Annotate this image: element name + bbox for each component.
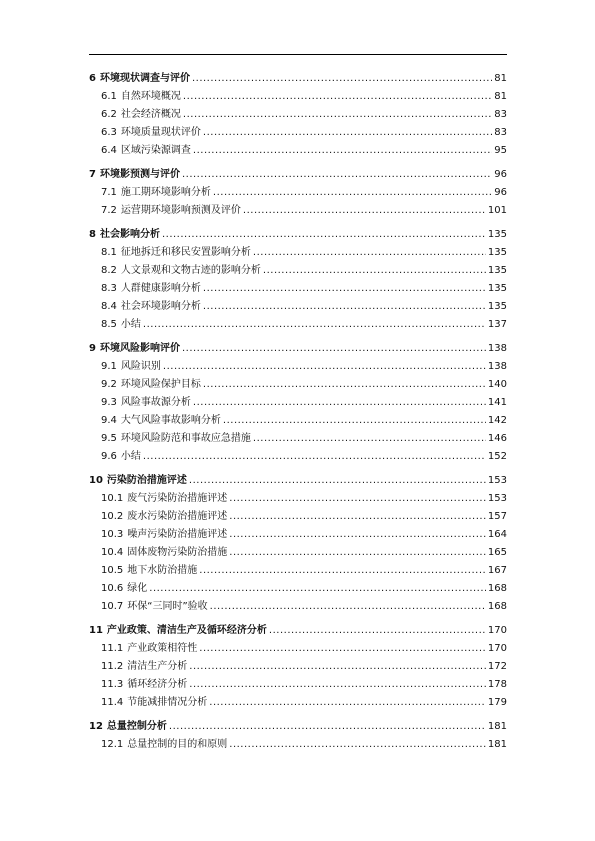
toc-entry-title: 环境现状调查与评价 [99, 73, 190, 84]
toc-entry-number: 10.1 [101, 493, 124, 504]
toc-entry-title: 征地拆迁和移民安置影响分析 [120, 247, 251, 258]
toc-section-entry[interactable] [89, 640, 507, 658]
toc-entry-number: 12.1 [101, 739, 124, 750]
toc-section-entry[interactable] [89, 562, 507, 580]
toc-entry-page-number: 101 [487, 205, 507, 216]
toc-section-entry[interactable] [89, 580, 507, 598]
toc-dot-leader [169, 718, 486, 736]
toc-entry-title: 人文景观和文物古迹的影响分析 [120, 265, 261, 276]
toc-dot-leader [229, 508, 486, 526]
toc-entry-title: 运营期环境影响预测及评价 [120, 205, 241, 216]
toc-chapter-entry[interactable] [89, 226, 507, 244]
toc-chapter-entry[interactable] [89, 472, 507, 490]
toc-entry-number: 6 [89, 73, 96, 84]
toc-section-entry[interactable] [89, 598, 507, 616]
toc-entry-number: 10.5 [101, 565, 124, 576]
header-rule [89, 54, 507, 55]
toc-section-entry[interactable] [89, 202, 507, 220]
toc-entry-title: 环保“三同时”验收 [127, 601, 208, 612]
toc-dot-leader [253, 244, 486, 262]
toc-entry-title: 噪声污染防治措施评述 [127, 529, 228, 540]
toc-entry-number: 11.4 [101, 697, 124, 708]
toc-entry-title: 施工期环境影响分析 [120, 187, 211, 198]
toc-entry-page-number: 135 [487, 301, 507, 312]
toc-dot-leader [253, 430, 486, 448]
toc-section-entry[interactable] [89, 430, 507, 448]
toc-chapter-entry[interactable] [89, 718, 507, 736]
toc-dot-leader [213, 184, 492, 202]
toc-entry-number: 9.6 [101, 451, 117, 462]
toc-entry-number: 10.4 [101, 547, 124, 558]
toc-entry-title: 人群健康影响分析 [120, 283, 201, 294]
toc-entry-page-number: 170 [487, 625, 507, 636]
toc-entry-page-number: 135 [487, 229, 507, 240]
toc-entry-page-number: 83 [494, 109, 507, 120]
toc-entry-title: 社会影响分析 [99, 229, 160, 240]
toc-entry-title: 地下水防治措施 [127, 565, 198, 576]
toc-dot-leader [229, 544, 486, 562]
toc-entry-number: 10.3 [101, 529, 124, 540]
toc-entry-number: 10.2 [101, 511, 124, 522]
toc-entry-number: 8.2 [101, 265, 117, 276]
toc-entry-page-number: 167 [487, 565, 507, 576]
toc-entry-page-number: 165 [487, 547, 507, 558]
toc-dot-leader [189, 676, 486, 694]
toc-entry-number: 6.2 [101, 109, 117, 120]
toc-entry-number: 8 [89, 229, 96, 240]
toc-dot-leader [143, 448, 486, 466]
toc-dot-leader [189, 658, 486, 676]
toc-entry-page-number: 157 [487, 511, 507, 522]
toc-entry-number: 6.4 [101, 145, 117, 156]
toc-chapter-entry[interactable] [89, 340, 507, 358]
toc-entry-page-number: 179 [487, 697, 507, 708]
toc-entry-title: 污染防治措施评述 [106, 475, 187, 486]
toc-entry-title: 环境风险影响评价 [99, 343, 180, 354]
toc-dot-leader [162, 226, 486, 244]
toc-section-entry[interactable] [89, 394, 507, 412]
toc-section-entry[interactable] [89, 358, 507, 376]
toc-entry-number: 7.2 [101, 205, 117, 216]
toc-section-entry[interactable] [89, 376, 507, 394]
toc-entry-number: 8.1 [101, 247, 117, 258]
toc-entry-page-number: 135 [487, 247, 507, 258]
toc-dot-leader [229, 526, 486, 544]
toc-dot-leader [193, 394, 486, 412]
toc-entry-title: 社会环境影响分析 [120, 301, 201, 312]
toc-entry-title: 绿化 [127, 583, 148, 594]
toc-section-entry[interactable] [89, 658, 507, 676]
toc-entry-page-number: 83 [494, 127, 507, 138]
toc-section-entry[interactable] [89, 124, 507, 142]
toc-dot-leader [269, 622, 486, 640]
toc-entry-number: 11 [89, 625, 103, 636]
toc-dot-leader [199, 640, 486, 658]
toc-entry-title: 区域污染源调查 [120, 145, 191, 156]
toc-section-entry[interactable] [89, 262, 507, 280]
toc-entry-number: 8.5 [101, 319, 117, 330]
toc-entry-title: 小结 [120, 319, 141, 330]
table-of-contents [89, 70, 507, 754]
toc-dot-leader [182, 340, 486, 358]
toc-entry-number: 10.7 [101, 601, 124, 612]
toc-section-entry[interactable] [89, 298, 507, 316]
toc-section-entry[interactable] [89, 184, 507, 202]
toc-entry-number: 6.3 [101, 127, 117, 138]
toc-entry-title: 产业政策、清洁生产及循环经济分析 [106, 625, 267, 636]
toc-entry-title: 环境风险防范和事故应急措施 [120, 433, 251, 444]
toc-entry-title: 环境质量现状评价 [120, 127, 201, 138]
toc-entry-number: 12 [89, 721, 103, 732]
toc-entry-page-number: 178 [487, 679, 507, 690]
toc-dot-leader [203, 376, 486, 394]
toc-entry-page-number: 164 [487, 529, 507, 540]
toc-dot-leader [183, 106, 492, 124]
toc-entry-page-number: 135 [487, 265, 507, 276]
toc-entry-page-number: 146 [487, 433, 507, 444]
toc-dot-leader [183, 88, 492, 106]
toc-section-entry[interactable] [89, 106, 507, 124]
toc-entry-number: 9 [89, 343, 96, 354]
toc-entry-page-number: 81 [494, 91, 507, 102]
toc-entry-number: 11.3 [101, 679, 124, 690]
toc-entry-title: 大气风险事故影响分析 [120, 415, 221, 426]
toc-entry-title: 风险识别 [120, 361, 161, 372]
toc-entry-title: 自然环境概况 [120, 91, 181, 102]
toc-entry-page-number: 141 [487, 397, 507, 408]
toc-entry-page-number: 181 [487, 739, 507, 750]
toc-entry-page-number: 96 [494, 187, 507, 198]
toc-entry-title: 固体废物污染防治措施 [127, 547, 228, 558]
toc-section-entry[interactable] [89, 526, 507, 544]
toc-section-entry[interactable] [89, 412, 507, 430]
toc-entry-page-number: 168 [487, 583, 507, 594]
toc-entry-number: 6.1 [101, 91, 117, 102]
toc-dot-leader [189, 472, 486, 490]
toc-section-entry[interactable] [89, 508, 507, 526]
toc-dot-leader [223, 412, 486, 430]
toc-entry-title: 总量控制的目的和原则 [127, 739, 228, 750]
toc-dot-leader [203, 280, 486, 298]
toc-dot-leader [210, 598, 486, 616]
toc-dot-leader [193, 142, 492, 160]
toc-dot-leader [263, 262, 486, 280]
toc-dot-leader [203, 298, 486, 316]
toc-entry-number: 10.6 [101, 583, 124, 594]
toc-entry-number: 8.3 [101, 283, 117, 294]
toc-chapter-entry[interactable] [89, 70, 507, 88]
toc-entry-page-number: 168 [487, 601, 507, 612]
toc-entry-title: 节能减排情况分析 [127, 697, 208, 708]
toc-entry-page-number: 138 [487, 361, 507, 372]
toc-section-entry[interactable] [89, 544, 507, 562]
toc-entry-title: 总量控制分析 [106, 721, 167, 732]
toc-section-entry[interactable] [89, 448, 507, 466]
toc-dot-leader [192, 70, 492, 88]
toc-dot-leader [149, 580, 486, 598]
toc-entry-number: 11.1 [101, 643, 124, 654]
toc-dot-leader [182, 166, 492, 184]
toc-section-entry[interactable] [89, 736, 507, 754]
toc-entry-page-number: 81 [494, 73, 507, 84]
toc-entry-page-number: 135 [487, 283, 507, 294]
toc-section-entry[interactable] [89, 694, 507, 712]
toc-entry-page-number: 137 [487, 319, 507, 330]
toc-entry-page-number: 153 [487, 493, 507, 504]
toc-dot-leader [199, 562, 486, 580]
toc-dot-leader [229, 736, 486, 754]
toc-section-entry[interactable] [89, 316, 507, 334]
toc-entry-title: 风险事故源分析 [120, 397, 191, 408]
toc-entry-page-number: 172 [487, 661, 507, 672]
toc-entry-number: 9.3 [101, 397, 117, 408]
toc-entry-title: 环境影预测与评价 [99, 169, 180, 180]
toc-dot-leader [163, 358, 486, 376]
toc-entry-page-number: 95 [494, 145, 507, 156]
toc-dot-leader [229, 490, 486, 508]
toc-dot-leader [243, 202, 486, 220]
toc-entry-title: 循环经济分析 [127, 679, 188, 690]
toc-entry-title: 废气污染防治措施评述 [127, 493, 228, 504]
toc-entry-number: 7 [89, 169, 96, 180]
toc-entry-page-number: 142 [487, 415, 507, 426]
toc-dot-leader [143, 316, 486, 334]
toc-entry-number: 9.2 [101, 379, 117, 390]
toc-entry-page-number: 181 [487, 721, 507, 732]
toc-entry-number: 9.4 [101, 415, 117, 426]
toc-section-entry[interactable] [89, 676, 507, 694]
toc-section-entry[interactable] [89, 490, 507, 508]
toc-section-entry[interactable] [89, 280, 507, 298]
toc-entry-number: 10 [89, 475, 103, 486]
toc-entry-page-number: 153 [487, 475, 507, 486]
toc-section-entry[interactable] [89, 88, 507, 106]
toc-chapter-entry[interactable] [89, 166, 507, 184]
toc-section-entry[interactable] [89, 142, 507, 160]
toc-dot-leader [209, 694, 486, 712]
toc-dot-leader [203, 124, 492, 142]
toc-entry-page-number: 152 [487, 451, 507, 462]
toc-entry-page-number: 170 [487, 643, 507, 654]
toc-entry-title: 小结 [120, 451, 141, 462]
toc-entry-number: 9.5 [101, 433, 117, 444]
toc-entry-number: 8.4 [101, 301, 117, 312]
toc-entry-title: 社会经济概况 [120, 109, 181, 120]
toc-entry-number: 7.1 [101, 187, 117, 198]
toc-entry-page-number: 140 [487, 379, 507, 390]
toc-entry-number: 9.1 [101, 361, 117, 372]
toc-entry-page-number: 138 [487, 343, 507, 354]
toc-chapter-entry[interactable] [89, 622, 507, 640]
toc-section-entry[interactable] [89, 244, 507, 262]
toc-entry-number: 11.2 [101, 661, 124, 672]
toc-entry-title: 清洁生产分析 [127, 661, 188, 672]
toc-entry-title: 产业政策相符性 [127, 643, 198, 654]
toc-entry-page-number: 96 [494, 169, 507, 180]
toc-entry-title: 废水污染防治措施评述 [127, 511, 228, 522]
toc-entry-title: 环境风险保护目标 [120, 379, 201, 390]
